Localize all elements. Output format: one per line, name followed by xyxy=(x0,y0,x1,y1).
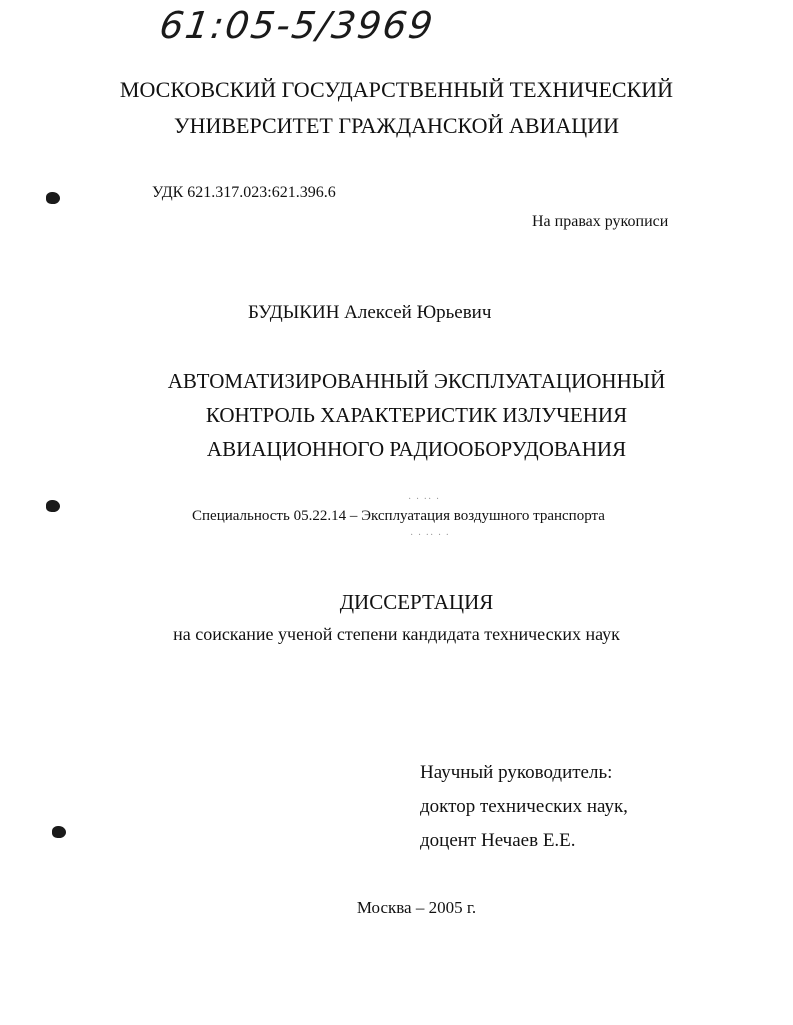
stamp-smudge: · · ·· · · xyxy=(410,530,450,541)
specialty: Специальность 05.22.14 – Эксплуатация воздушного транспорта xyxy=(192,508,605,524)
scan-blot-mark xyxy=(46,192,60,204)
degree-line: на соискание ученой степени кандидата технических наук xyxy=(173,624,620,644)
rights-note: На правах рукописи xyxy=(532,213,669,230)
place-year: Москва – 2005 г. xyxy=(356,898,477,917)
thesis-title-line2: КОНТРОЛЬ ХАРАКТЕРИСТИК ИЗЛУЧЕНИЯ xyxy=(205,403,628,427)
thesis-title-line3: АВИАЦИОННОГО РАДИООБОРУДОВАНИЯ xyxy=(206,437,627,461)
supervisor-degree: доктор технических наук, xyxy=(420,796,628,817)
institution-name-line2: УНИВЕРСИТЕТ ГРАЖДАНСКОЙ АВИАЦИИ xyxy=(174,113,619,138)
supervisor-name: доцент Нечаев Е.Е. xyxy=(420,830,576,851)
archive-number-handwritten: 61:05-5/3969 xyxy=(156,4,438,47)
thesis-title-line1: АВТОМАТИЗИРОВАННЫЙ ЭКСПЛУАТАЦИОННЫЙ xyxy=(167,369,666,393)
scan-blot-mark xyxy=(46,500,60,512)
udc-code: УДК 621.317.023:621.396.6 xyxy=(152,184,336,201)
supervisor-label: Научный руководитель: xyxy=(420,762,613,783)
document-type: ДИССЕРТАЦИЯ xyxy=(339,590,494,614)
stamp-smudge: · · ·· · xyxy=(408,494,441,505)
scan-blot-mark xyxy=(52,826,66,838)
institution-name-line1: МОСКОВСКИЙ ГОСУДАРСТВЕННЫЙ ТЕХНИЧЕСКИЙ xyxy=(119,77,674,102)
author-name: БУДЫКИН Алексей Юрьевич xyxy=(248,302,492,323)
